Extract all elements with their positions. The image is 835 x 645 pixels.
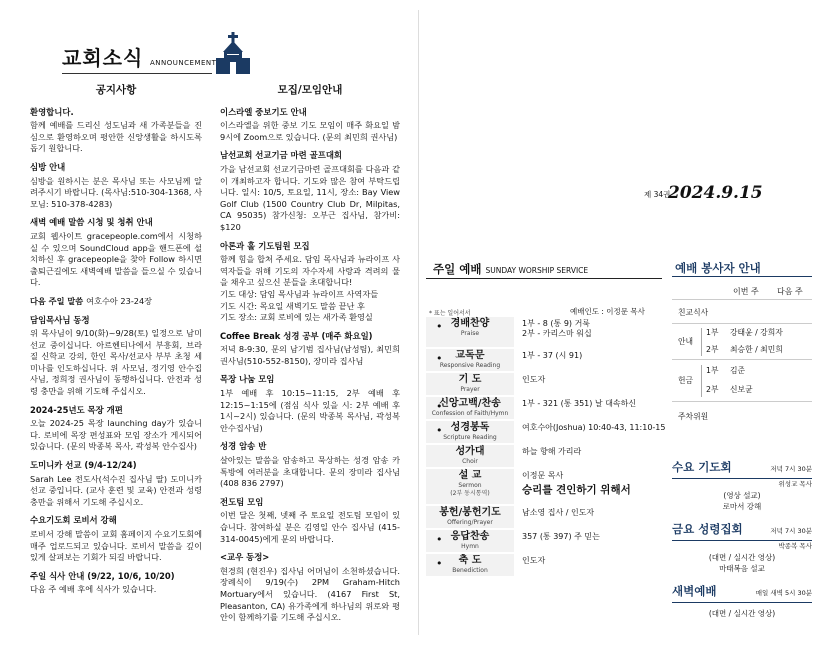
order-label [426,554,514,576]
order-label [426,397,514,419]
wednesday-time: 저녁 7시 30분 [770,465,812,473]
service-offering-label: 헌금 [678,376,694,385]
recruit-item-body: 살아있는 말씀을 암송하고 묵상하는 성경 암송 카톡방에 여러분을 초대합니다. 문의 장미라 집사님 (408 836 2797) [220,455,400,489]
col-this-week: 이번 주 [733,287,759,296]
order-value-text: 인도자 [522,556,546,565]
order-value [522,508,672,518]
service-table [672,299,812,427]
notices-column [30,85,202,603]
order-title-en: Scripture Reading [443,434,497,441]
notices-item-body: 다음 주 예배 후에 식사가 있습니다. [30,584,157,595]
recruit-item-body: 현경희 (현진우) 집사님 어머님이 소천하셨습니다. 장례식이 9/19(수) 2PM Graham-Hitch Mortuary에서 있습니다. (4167 First St, Pleasanton, CA) 유가족에게 하나님의 위로와 평안이 함께하기를 기도해 주십시오. [220,565,400,623]
dawn-worship [672,580,812,619]
notices-item-body: 오늘 2024-25 목장 launching day가 있습니다. 로비에 목장 편성표와 모임 장소가 게시되어 있습니다. (문의 박종복 목사, 곽성복 안수집사) [30,418,202,452]
notices-item-title: 새벽 예배 말씀 시청 및 청취 안내 [30,217,153,228]
recruit-item-title: 성경 암송 반 [220,441,267,452]
order-value-text: 여호수아(Joshua) 10:40-43, 11:10-15 [522,423,666,432]
order-value-text: 하늘 향해 가리라 [522,447,582,456]
header-divider [62,73,212,74]
recruit-item-title: Coffee Break 성경 공부 (매주 화요일) [220,330,373,341]
order-row [426,421,666,444]
recruit-item-title: 이스라엘 중보기도 안내 [220,106,307,117]
notices-item-body: 심방을 원하시는 분은 목사님 또는 사모님께 알려주시기 바랍니다. (목사님:510-304-1368, 사모님: 510-378-4283) [30,175,202,209]
notices-item-title: 2024-25년도 목장 개편 [30,404,123,415]
offering-2-names: 신보균 [730,385,753,394]
service-divider [672,276,812,277]
order-value [522,423,672,433]
service-title: 예배 봉사자 안내 [675,261,761,275]
bulletin-date: 2024.9.15 [668,183,763,203]
order-title-en: Offering/Prayer [447,519,493,526]
recruit-item-title: 아론과 훌 기도팀원 모집 [220,240,310,251]
dawn-time: 매일 새벽 5시 30분 [755,589,812,597]
service-row-parking [672,401,812,427]
notices-item [30,571,202,596]
recruit-item-body: 이번 달은 첫째, 넷째 주 토요일 전도팀 모임이 있습니다. 참여하실 분은 김영일 안수 집사님 (415-314-0045)에게 문의 바랍니다. [220,510,400,544]
recruit-item [220,552,400,624]
order-title: 설 교 [458,470,482,481]
recruit-item-body: 가을 남선교회 선교기금마련 골프대회를 다음과 같이 개최하고자 합니다. 기도와 많은 참여 부탁드립니다. 일시: 10/5, 토요일, 11시, 장소: Bay View Golf Club (1500 Country Club Dr, Milpitas, CA 95035) 참가신청: 오부근 집사님, 참가비: $120 [220,163,400,232]
order-value-text: 이정문 목사 [522,471,564,480]
order-label [426,349,514,371]
order-value [522,319,672,339]
recruit-column [220,85,400,631]
usher-2-label: 2부 [706,345,719,354]
order-value [522,447,672,457]
recruit-item [220,150,400,233]
worship-title-en: SUNDAY WORSHIP SERVICE [485,266,589,275]
order-value [522,471,672,495]
friday-title: 금요 성령집회 [672,522,743,536]
offering-2-label: 2부 [706,385,719,394]
order-title: • 교독문 [455,350,485,361]
friday-sub1: (대면 / 실시간 영상) [708,553,776,562]
friday-preacher: 박종복 목사 [778,542,812,550]
notices-item-title: 심방 안내 [30,161,66,172]
usher-bar [701,328,702,356]
order-row [426,469,666,505]
order-label [426,445,514,467]
order-title: • 응답찬송 [450,531,490,542]
notices-list [30,107,202,596]
notices-heading: 공지사항 [95,84,137,96]
order-title: 봉헌/봉헌기도 [439,507,501,518]
recruit-item [220,497,400,545]
notices-item-body: 교회 웹사이트 gracepeople.com에서 시청하실 수 있으며 SoundCloud app을 핸드폰에 설치하신 후 gracepeople을 찾아 Follow 하시면 출퇴근길에도 새벽예배 말씀을 들으실 수 있습니다. [30,230,202,288]
service-row-usher [672,323,812,359]
dawn-sub1: (대면 / 실시간 영상) [708,609,776,618]
friday-time: 저녁 7시 30분 [770,527,812,535]
fold-line [418,10,419,635]
order-value-text: 인도자 [522,375,546,384]
order-row [426,397,666,420]
notices-item-title: 주일 식사 안내 (9/22, 10/6, 10/20) [30,570,175,581]
order-title-note: (2부 동시통역) [450,490,490,497]
worship-order [426,317,666,578]
order-value [522,532,672,542]
wednesday-sub2: 로마서 강해 [722,502,762,511]
order-title: 기 도 [458,374,482,385]
recruit-item-title: 목장 나눔 모임 [220,374,275,385]
order-label [426,530,514,552]
order-row [426,554,666,577]
worship-title [433,261,588,277]
service-parking-label: 주차위원 [678,412,709,421]
recruit-item [220,107,400,144]
notices-item-title: 다음 주일 말씀 [30,295,84,306]
order-value-text: 357 (통 397) 주 믿는 [522,532,600,541]
recruit-item-title: 남선교회 선교기금 마련 골프대회 [220,150,343,161]
order-row [426,530,666,553]
order-title-en: Hymn [461,543,479,550]
notices-item [30,296,202,308]
recruit-item-title: 전도팀 모임 [220,496,264,507]
sermon-title: 승리를 견인하기 위해서 [522,484,631,496]
notices-item [30,405,202,453]
order-value [522,399,672,409]
order-title: 성가대 [455,446,485,457]
recruit-item-body: 저녁 8-9:30, 문의 남기범 집사님(남성팀), 최민희 권사님(510-552-8150), 장미라 집사님 [220,344,400,366]
worship-title-ko: 주일 예배 [433,262,482,276]
order-row [426,349,666,372]
notices-item-title: 수요기도회 로비서 강해 [30,515,117,526]
order-row [426,506,666,529]
service-row-welcome [672,299,812,323]
notices-item [30,217,202,289]
order-label [426,421,514,443]
wednesday-prayer [672,456,812,512]
notices-item-title: 도미니카 선교 (9/4-12/24) [30,460,137,471]
wednesday-sub1: (영상 설교) [723,491,761,500]
notices-item [30,162,202,210]
notices-item-body: Sarah Lee 전도사(석수진 집사님 딸) 도미니카 선교 중입니다. (교사 훈련 및 교육) 안전과 성령 충만을 위해서 기도해 주십시오. [30,473,202,507]
order-value-text: 1부 - 8 (통 9) 거룩 2부 - 카리스마 워십 [522,319,592,338]
order-label [426,506,514,528]
order-title-en: Responsive Reading [439,362,501,369]
order-row [426,445,666,468]
order-value [522,351,672,361]
recruit-item [220,331,400,368]
notices-item-title: 담임목사님 동정 [30,314,90,325]
service-usher-label: 안내 [678,337,694,346]
order-title-en: Confession of Faith/Hymn [431,410,509,417]
col-next-week: 다음 주 [777,287,803,296]
dawn-title: 새벽예배 [672,584,717,598]
notices-item [30,315,202,398]
notices-item [30,107,202,155]
wednesday-preacher: 위성교 목사 [778,480,812,488]
order-row [426,317,666,348]
usher-1-names: 강태윤 / 강희자 [730,328,783,337]
usher-2-names: 최승한 / 최민희 [730,345,783,354]
notices-item-body: 함께 예배를 드리신 성도님과 새 가족분들을 진심으로 환영하오며 평안한 신앙생활을 하시도록 돕기 원합니다. [30,120,202,154]
page-title: 교회소식 [62,46,144,70]
worship-divider [426,278,662,279]
order-title: • 성경봉독 [450,422,490,433]
usher-1-label: 1부 [706,328,719,337]
standing-note: * 표는 일어서서 [429,310,471,317]
page-subtitle: ANNOUNCEMENT [150,59,217,67]
order-value-text: 남소영 집사 / 인도자 [522,508,595,517]
volume-label: 제 34권 [644,190,671,199]
order-label [426,373,514,395]
dawn-divider [672,602,812,603]
offering-1-label: 1부 [706,366,719,375]
recruit-item-title: <교우 동정> [220,552,270,563]
notices-item-body: 로비서 강해 말씀이 교회 홈페이지 수요기도회에 매주 업로드되고 있습니다. 로비서 말씀을 깊이 있게 살펴보는 기회가 되길 바랍니다. [30,529,202,563]
order-value-text: 1부 - 37 (시 91) [522,351,583,360]
notices-item-line [30,296,202,308]
offering-1-names: 김준 [730,366,746,375]
worship-leader: 예배인도 : 이정문 목사 [570,307,645,316]
notices-item-title: 환영합니다. [30,106,74,117]
recruit-list [220,107,400,624]
service-welcome-label: 친교식사 [678,308,709,317]
order-title-en: Sermon [458,482,482,489]
order-title-en: Choir [462,458,478,465]
notices-item-body: 위 목사님이 9/10(화)~9/28(토) 일정으로 남미 선교 중이십니다. 아르헨티나에서 부흥회, 브라질 신학교 강의, 한인 목사/선교사 부부 초청 세미나를 인도하십니다. 위 사모님, 정기영 안수집사님, 정희정 권사님이 동행하십니다. 안전과 성령 충만을 위해 기도해 주십시오. [30,328,202,397]
order-title: • 축 도 [458,555,482,566]
order-value-text: 1부 - 321 (통 351) 날 대속하신 [522,399,637,408]
order-label [426,469,514,504]
order-label [426,317,514,347]
recruit-item [220,374,400,434]
order-title: • 경배찬양 [450,318,490,329]
order-title-en: Praise [460,330,480,337]
notices-item-body: 여호수아 23-24장 [86,295,153,306]
order-row [426,373,666,396]
service-row-offering [672,359,812,401]
order-title-en: Prayer [460,386,480,393]
order-title: • 신앙고백/찬송 [439,398,501,409]
church-icon [213,32,253,74]
notices-item [30,515,202,563]
recruit-item [220,441,400,489]
recruit-item [220,241,400,324]
order-value [522,375,672,385]
recruit-heading: 모집/모임안내 [277,84,343,96]
offering-bar [701,365,702,397]
order-value [522,556,672,566]
wednesday-title: 수요 기도회 [672,460,732,474]
friday-gathering [672,518,812,574]
friday-sub2: 마태복음 설교 [719,564,765,573]
recruit-item-body: 함께 힘을 합쳐 주세요. 담임 목사님과 뉴라이프 사역자들을 위해 기도의 자수자세 사랑과 격려의 물을 채우고 싶으신 분들을 초대합니다! 기도 대상: 담임 목사님과 뉴라이프 사역자들 기도 시간: 목요일 새벽기도 말씀 끝난 후 기도 장소: 교회 로비에 있는 새가족 환영실 [220,254,400,323]
order-title-en: Benediction [452,567,488,574]
recruit-item-body: 1부 예배 후 10:15~11:15, 2부 예배 후 12:15~1:15에 (점심 식사 있을 시: 2부 예배 후 1시~2시) 있습니다. (문의 박종복 목사님, 곽성복 안수집사님) [220,388,400,433]
recruit-item-body: 이스라엘을 위한 중보 기도 모임이 매주 화요일 밤 9시에 Zoom으로 있습니다. (문의 최민희 권사님) [220,120,400,142]
notices-item [30,460,202,508]
